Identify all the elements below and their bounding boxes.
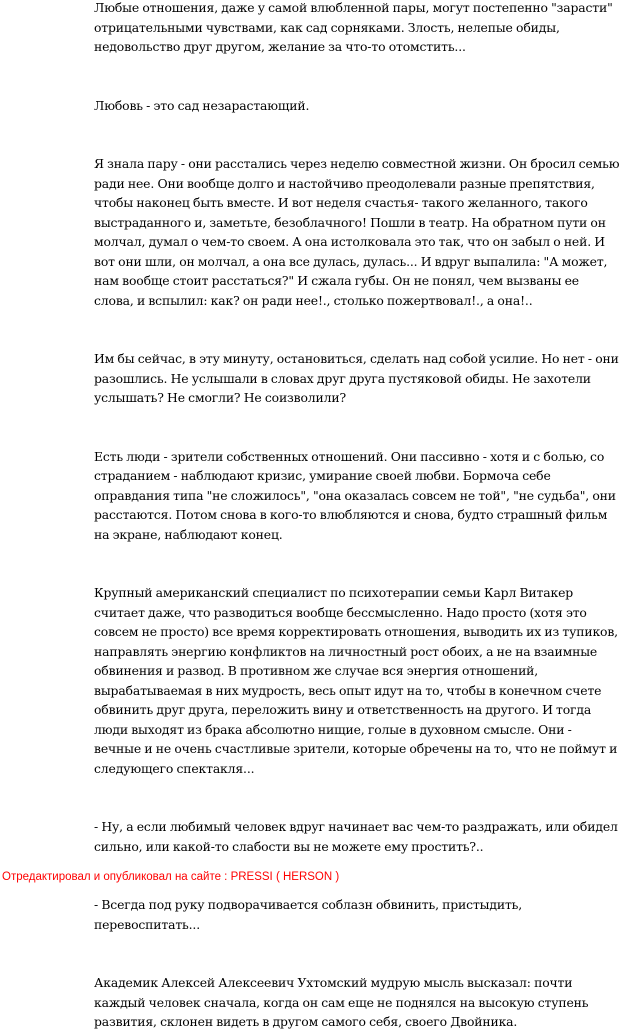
paragraph-5: Есть люди - зрители собственных отношений. Они пассивно - хотя и с болью, со страданием - наблюдают кризис, умирание своей любви. Бормоча себе оправдания типа "не сложилось", "она оказалась совсем не той", "не судьба", они расстаются. Потом снова в кого-то влюбляются и снова, будто страшный фильм на экране, наблюдают конец.	[94, 448, 616, 542]
paragraph-7: - Ну, а если любимый человек вдруг начинает вас чем-то раздражать, или обидел сильно, или какой-то слабости вы не можете ему простить?..	[94, 819, 618, 854]
paragraph-8: - Всегда под руку подворачивается соблазн обвинить, пристыдить, перевоспитать...	[94, 897, 523, 932]
paragraph-9: Академик Алексей Алексеевич Ухтомский мудрую мысль высказал: почти каждый человек сначала, когда он сам еще не поднялся на высокую ступень развития, склонен видеть в другом самого себя, своего Двойника.	[94, 975, 589, 1029]
paragraph-6: Крупный американский специалист по психотерапии семьи Карл Витакер считает даже, что разводиться вообще бессмысленно. Надо просто (хотя это совсем не просто) все время корректировать отношения, выводить их из тупиков, направлять энергию конфликтов на личностный рост обоих, а не на взаимные обвинения и развод. В противном же случае вся энергия отношений, вырабатываемая в них мудрость, весь опыт идут на то, чтобы в конечном счете обвинить друг друга, переложить вину и ответственность на другого. И тогда люди выходят из брака абсолютно нищие, голые в духовном смысле. Они - вечные и не очень счастливые зрители, которые обречены на то, что не поймут и следующего спектакля...	[94, 585, 618, 776]
paragraph-2: Любовь - это сад незарастающий.	[94, 97, 310, 113]
paragraph-3: Я знала пару - они расстались через неделю совместной жизни. Он бросил семью ради нее. Они вообще долго и настойчиво преодолевали разные препятствия, чтобы наконец быть вместе. И вот неделя счастья- такого желанного, такого выстраданного и, заметьте, безоблачного! Пошли в театр. На обратном пути он молчал, думал о чем-то своем. А она истолковала это так, что он забыл о ней. И вот они шли, он молчал, а она все дулась, дулась... И вдруг выпалила: "А может, нам вообще стоит расстаться?" И сжала губы. Он не понял, чем вызваны ее слова, и вспылил: как? он ради нее!., столько пожертвовал!., а она!..	[94, 156, 620, 308]
paragraph-1: Любые отношения, даже у самой влюбленной пары, могут постепенно "зарасти" отрицательными чувствами, как сад сорняками. Злость, нелепые обиды, недовольство друг другом, желание за что-то отомстить...	[94, 0, 613, 54]
paragraph-4: Им бы сейчас, в эту минуту, остановиться, сделать над собой усилие. Но нет - они разошлись. Не услышали в словах друг друга пустяковой обиды. Не захотели услышать? Не смогли? Не соизволили?	[94, 351, 619, 405]
footer-credit: Отредактировал и опубликовал на сайте : PRESSI ( HERSON )	[2, 871, 340, 883]
